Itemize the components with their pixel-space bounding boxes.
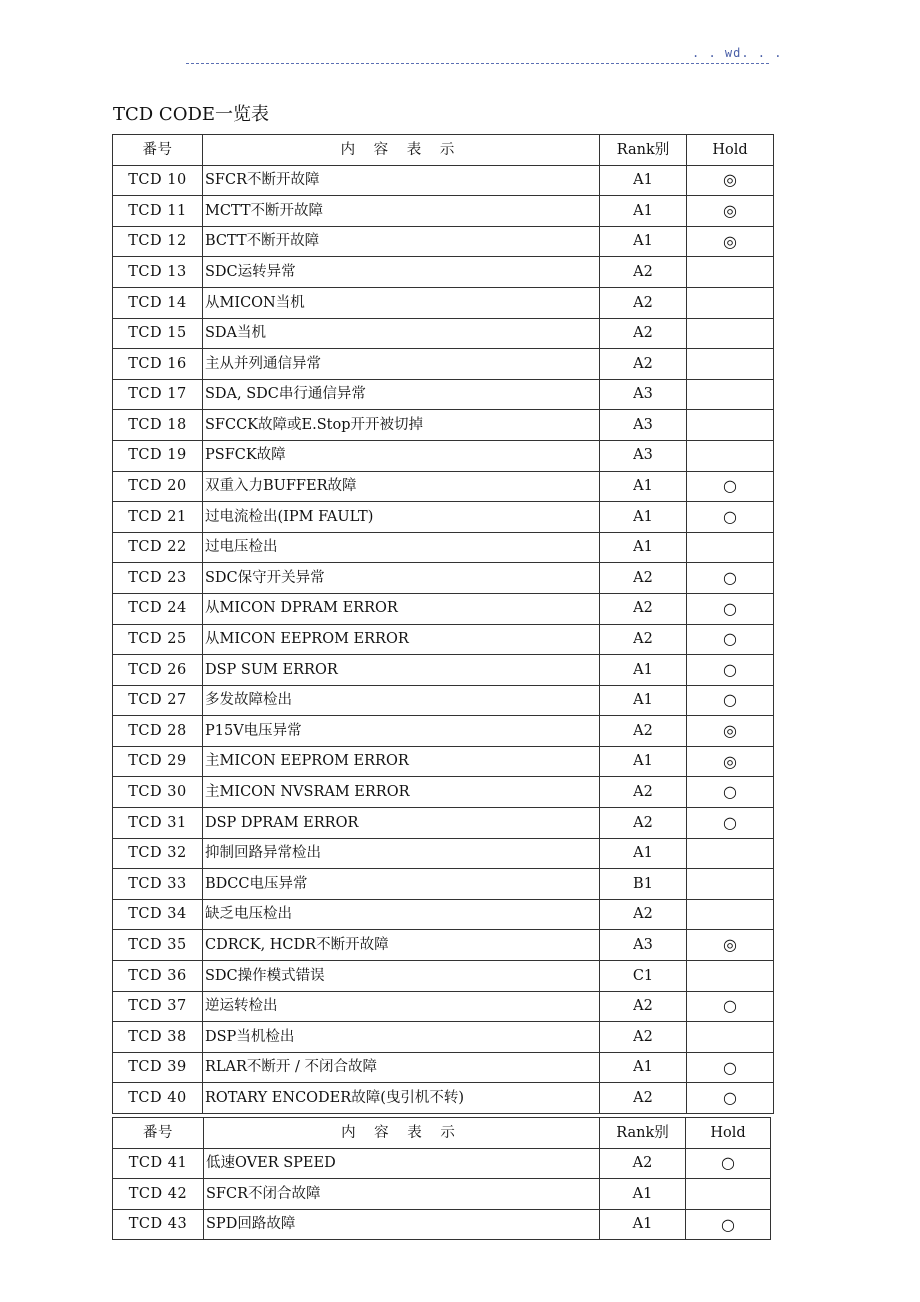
cell-desc: P15V电压异常 xyxy=(203,716,600,747)
cell-desc: ROTARY ENCODER故障(曳引机不转) xyxy=(203,1083,600,1114)
cell-code: TCD 39 xyxy=(113,1052,203,1083)
table-row xyxy=(113,624,774,655)
cell-code: TCD 42 xyxy=(113,1179,204,1210)
cell-code: TCD 23 xyxy=(113,563,203,594)
cell-hold: ○ xyxy=(687,563,774,594)
cell-rank: A1 xyxy=(600,1052,687,1083)
cell-hold: ○ xyxy=(686,1148,771,1179)
cell-code: TCD 11 xyxy=(113,196,203,227)
cell-desc: SDA, SDC串行通信异常 xyxy=(203,379,600,410)
cell-rank: A2 xyxy=(600,716,687,747)
table-row xyxy=(113,899,774,930)
cell-rank: A2 xyxy=(600,1083,687,1114)
cell-code: TCD 17 xyxy=(113,379,203,410)
cell-hold xyxy=(687,410,774,441)
column-header-hold: Hold xyxy=(687,135,774,166)
cell-desc: 从MICON当机 xyxy=(203,287,600,318)
cell-hold: ◎ xyxy=(687,165,774,196)
cell-hold: ○ xyxy=(686,1209,771,1240)
cell-rank: A2 xyxy=(600,318,687,349)
cell-code: TCD 27 xyxy=(113,685,203,716)
cell-desc: 从MICON EEPROM ERROR xyxy=(203,624,600,655)
table-row xyxy=(113,318,774,349)
table-2-body xyxy=(113,1118,771,1240)
cell-code: TCD 38 xyxy=(113,1022,203,1053)
cell-hold: ◎ xyxy=(687,226,774,257)
cell-desc: 主从并列通信异常 xyxy=(203,349,600,380)
cell-hold: ○ xyxy=(687,808,774,839)
cell-code: TCD 24 xyxy=(113,593,203,624)
cell-desc: PSFCK故障 xyxy=(203,440,600,471)
table-header-row xyxy=(113,135,774,166)
cell-rank: A3 xyxy=(600,930,687,961)
table-row xyxy=(113,746,774,777)
table-row xyxy=(113,563,774,594)
cell-hold: ◎ xyxy=(687,716,774,747)
cell-hold xyxy=(687,318,774,349)
cell-rank: A2 xyxy=(600,563,687,594)
cell-code: TCD 37 xyxy=(113,991,203,1022)
cell-hold: ○ xyxy=(687,655,774,686)
cell-hold xyxy=(687,287,774,318)
cell-hold xyxy=(687,961,774,992)
table-header-row xyxy=(113,1118,771,1149)
cell-code: TCD 18 xyxy=(113,410,203,441)
cell-desc: SFCR不闭合故障 xyxy=(204,1179,600,1210)
cell-desc: 逆运转检出 xyxy=(203,991,600,1022)
cell-hold: ○ xyxy=(687,471,774,502)
table-row xyxy=(113,1083,774,1114)
table-row xyxy=(113,471,774,502)
cell-desc: 抑制回路异常检出 xyxy=(203,838,600,869)
cell-code: TCD 20 xyxy=(113,471,203,502)
cell-desc: 缺乏电压检出 xyxy=(203,899,600,930)
cell-desc: DSP当机检出 xyxy=(203,1022,600,1053)
column-header-code: 番号 xyxy=(113,135,203,166)
cell-desc: 从MICON DPRAM ERROR xyxy=(203,593,600,624)
table-row xyxy=(113,502,774,533)
cell-hold xyxy=(687,899,774,930)
column-header-hold: Hold xyxy=(686,1118,771,1149)
cell-hold: ○ xyxy=(687,685,774,716)
cell-code: TCD 21 xyxy=(113,502,203,533)
cell-hold: ○ xyxy=(687,502,774,533)
cell-desc: 过电流检出(IPM FAULT) xyxy=(203,502,600,533)
table-row xyxy=(113,716,774,747)
cell-code: TCD 22 xyxy=(113,532,203,563)
cell-desc: DSP DPRAM ERROR xyxy=(203,808,600,839)
cell-rank: A1 xyxy=(600,1209,686,1240)
cell-hold: ○ xyxy=(687,1052,774,1083)
table-row xyxy=(113,685,774,716)
cell-code: TCD 13 xyxy=(113,257,203,288)
table-row xyxy=(113,226,774,257)
cell-desc: BDCC电压异常 xyxy=(203,869,600,900)
cell-desc: MCTT不断开故障 xyxy=(203,196,600,227)
cell-rank: A2 xyxy=(600,593,687,624)
table-row xyxy=(113,257,774,288)
column-header-code: 番号 xyxy=(113,1118,204,1149)
cell-rank: A2 xyxy=(600,349,687,380)
table-row xyxy=(113,1052,774,1083)
cell-desc: SDC运转异常 xyxy=(203,257,600,288)
table-row xyxy=(113,930,774,961)
table-row xyxy=(113,165,774,196)
table-row xyxy=(113,196,774,227)
cell-desc: 主MICON EEPROM ERROR xyxy=(203,746,600,777)
cell-rank: A1 xyxy=(600,1179,686,1210)
cell-rank: A2 xyxy=(600,1148,686,1179)
cell-code: TCD 43 xyxy=(113,1209,204,1240)
cell-hold xyxy=(687,257,774,288)
cell-desc: SPD回路故障 xyxy=(204,1209,600,1240)
cell-hold: ◎ xyxy=(687,746,774,777)
cell-code: TCD 26 xyxy=(113,655,203,686)
cell-rank: A1 xyxy=(600,532,687,563)
cell-code: TCD 29 xyxy=(113,746,203,777)
cell-code: TCD 14 xyxy=(113,287,203,318)
column-header-desc: 内 容 表 示 xyxy=(203,135,600,166)
cell-code: TCD 34 xyxy=(113,899,203,930)
cell-code: TCD 15 xyxy=(113,318,203,349)
cell-code: TCD 32 xyxy=(113,838,203,869)
cell-rank: A1 xyxy=(600,746,687,777)
cell-code: TCD 12 xyxy=(113,226,203,257)
cell-desc: RLAR不断开 / 不闭合故障 xyxy=(203,1052,600,1083)
cell-rank: A1 xyxy=(600,502,687,533)
cell-hold: ○ xyxy=(687,624,774,655)
cell-hold: ◎ xyxy=(687,930,774,961)
cell-rank: A2 xyxy=(600,257,687,288)
cell-desc: 多发故障检出 xyxy=(203,685,600,716)
table-1-body xyxy=(113,135,774,1114)
cell-rank: A1 xyxy=(600,226,687,257)
cell-rank: A3 xyxy=(600,410,687,441)
cell-desc: SFCCK故障或E.Stop开开被切掉 xyxy=(203,410,600,441)
cell-hold: ○ xyxy=(687,777,774,808)
table-row xyxy=(113,349,774,380)
cell-rank: A2 xyxy=(600,777,687,808)
cell-hold xyxy=(687,440,774,471)
cell-desc: 主MICON NVSRAM ERROR xyxy=(203,777,600,808)
cell-desc: CDRCK, HCDR不断开故障 xyxy=(203,930,600,961)
cell-code: TCD 31 xyxy=(113,808,203,839)
cell-hold xyxy=(687,349,774,380)
table-row xyxy=(113,991,774,1022)
cell-code: TCD 41 xyxy=(113,1148,204,1179)
cell-desc: BCTT不断开故障 xyxy=(203,226,600,257)
tcd-code-table-2 xyxy=(112,1117,771,1240)
cell-hold: ◎ xyxy=(687,196,774,227)
cell-rank: A1 xyxy=(600,655,687,686)
cell-code: TCD 40 xyxy=(113,1083,203,1114)
cell-rank: A2 xyxy=(600,624,687,655)
table-row xyxy=(113,410,774,441)
header-divider xyxy=(186,63,769,64)
cell-code: TCD 16 xyxy=(113,349,203,380)
cell-hold xyxy=(687,869,774,900)
cell-desc: DSP SUM ERROR xyxy=(203,655,600,686)
table-row xyxy=(113,440,774,471)
table-row xyxy=(113,379,774,410)
cell-desc: SFCR不断开故障 xyxy=(203,165,600,196)
cell-desc: SDC操作模式错误 xyxy=(203,961,600,992)
table-row xyxy=(113,1022,774,1053)
cell-code: TCD 35 xyxy=(113,930,203,961)
cell-code: TCD 33 xyxy=(113,869,203,900)
cell-hold xyxy=(687,1022,774,1053)
table-row xyxy=(113,961,774,992)
cell-code: TCD 36 xyxy=(113,961,203,992)
cell-rank: A1 xyxy=(600,196,687,227)
cell-rank: C1 xyxy=(600,961,687,992)
cell-rank: A2 xyxy=(600,287,687,318)
header-mark: . . wd. . . xyxy=(692,46,783,60)
table-row xyxy=(113,1179,771,1210)
table-row xyxy=(113,838,774,869)
column-header-desc: 内 容 表 示 xyxy=(204,1118,600,1149)
column-header-rank: Rank别 xyxy=(600,135,687,166)
cell-rank: A2 xyxy=(600,991,687,1022)
cell-code: TCD 25 xyxy=(113,624,203,655)
table-row xyxy=(113,1148,771,1179)
cell-hold: ○ xyxy=(687,593,774,624)
cell-desc: 过电压检出 xyxy=(203,532,600,563)
cell-desc: 低速OVER SPEED xyxy=(204,1148,600,1179)
cell-desc: SDA当机 xyxy=(203,318,600,349)
tcd-code-table-1 xyxy=(112,134,774,1114)
cell-rank: A2 xyxy=(600,1022,687,1053)
column-header-rank: Rank别 xyxy=(600,1118,686,1149)
table-row xyxy=(113,869,774,900)
cell-hold xyxy=(686,1179,771,1210)
cell-hold: ○ xyxy=(687,1083,774,1114)
table-row xyxy=(113,655,774,686)
cell-desc: SDC保守开关异常 xyxy=(203,563,600,594)
cell-hold xyxy=(687,838,774,869)
cell-rank: A2 xyxy=(600,899,687,930)
cell-rank: A3 xyxy=(600,379,687,410)
table-row xyxy=(113,532,774,563)
cell-code: TCD 19 xyxy=(113,440,203,471)
table-row xyxy=(113,777,774,808)
cell-code: TCD 10 xyxy=(113,165,203,196)
table-row xyxy=(113,808,774,839)
table-row xyxy=(113,1209,771,1240)
table-row xyxy=(113,593,774,624)
cell-hold xyxy=(687,379,774,410)
cell-rank: A1 xyxy=(600,838,687,869)
cell-desc: 双重入力BUFFER故障 xyxy=(203,471,600,502)
cell-code: TCD 28 xyxy=(113,716,203,747)
cell-rank: A1 xyxy=(600,165,687,196)
cell-rank: A2 xyxy=(600,808,687,839)
cell-code: TCD 30 xyxy=(113,777,203,808)
cell-hold: ○ xyxy=(687,991,774,1022)
cell-rank: A1 xyxy=(600,471,687,502)
cell-rank: B1 xyxy=(600,869,687,900)
page-title: TCD CODE一览表 xyxy=(113,104,270,125)
cell-hold xyxy=(687,532,774,563)
cell-rank: A1 xyxy=(600,685,687,716)
table-row xyxy=(113,287,774,318)
cell-rank: A3 xyxy=(600,440,687,471)
